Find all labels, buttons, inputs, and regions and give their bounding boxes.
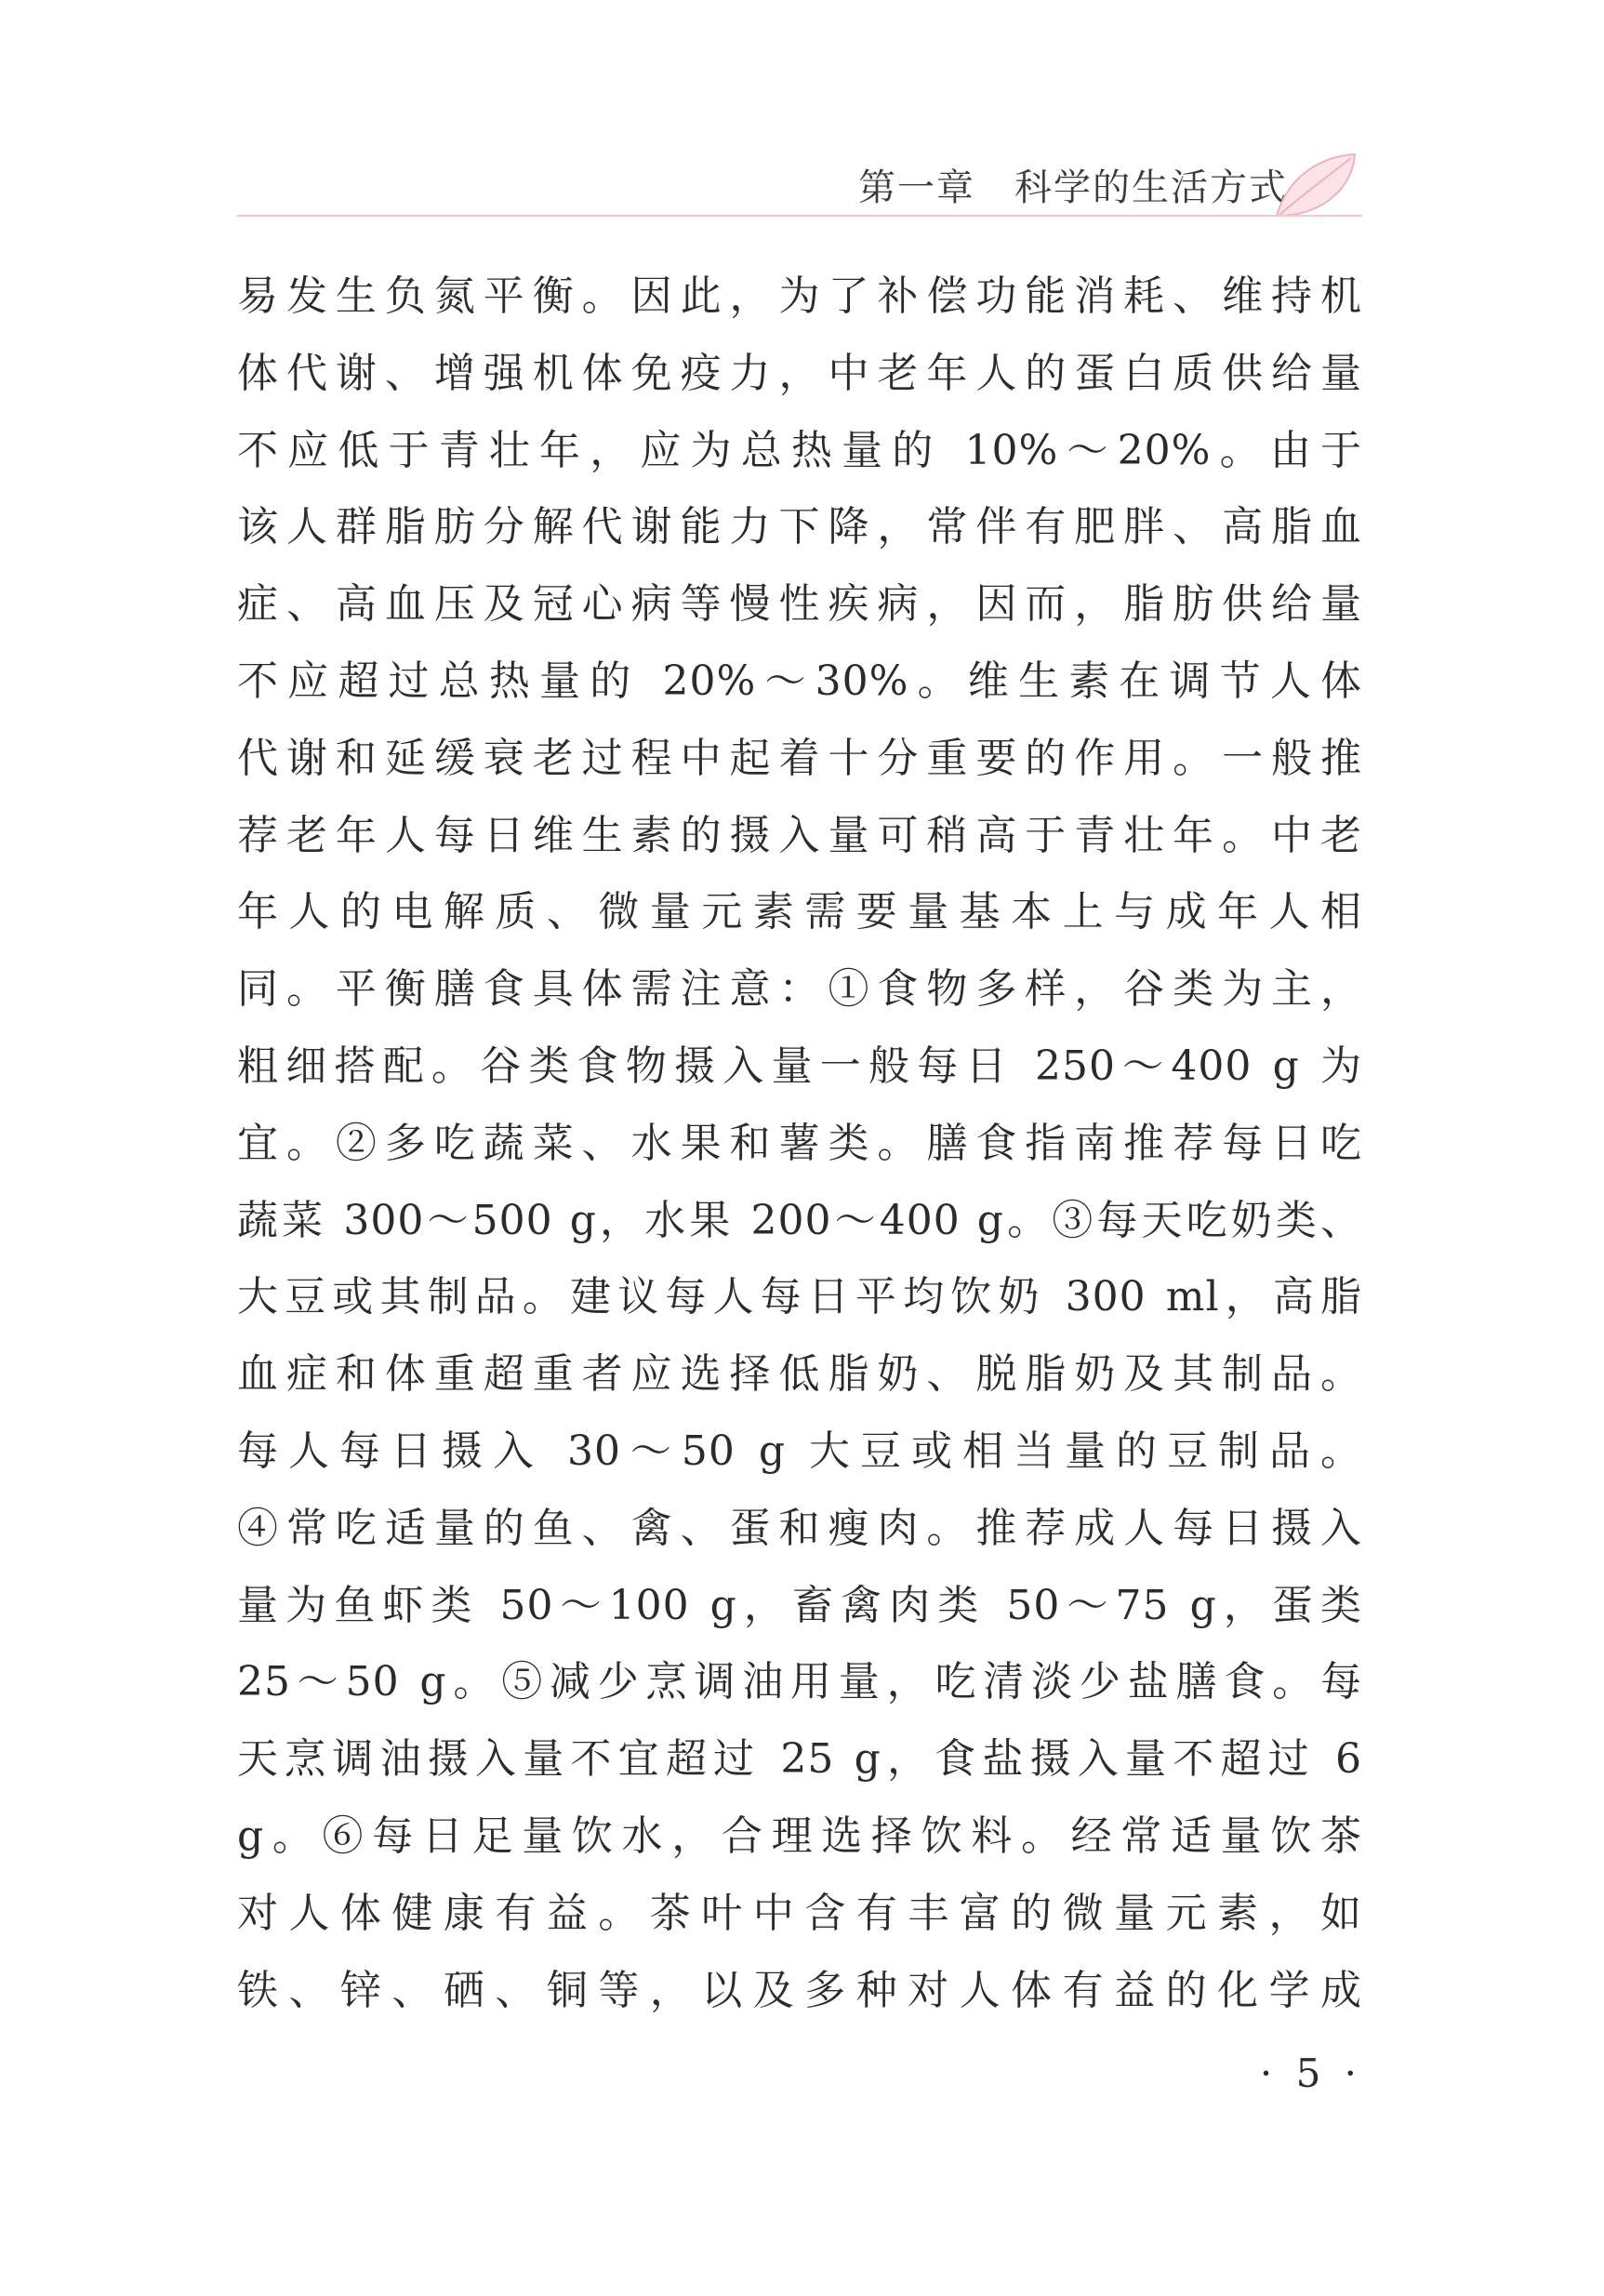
- text-line: 年人的电解质、微量元素需要量基本上与成年人相: [237, 888, 1362, 936]
- text-line: 同。平衡膳食具体需注意：①食物多样，谷类为主，: [237, 965, 1362, 1014]
- text-line: 体代谢、增强机体免疫力，中老年人的蛋白质供给量: [237, 349, 1362, 397]
- text-line: 天烹调油摄入量不宜超过 25 g，食盐摄入量不超过 6: [237, 1735, 1362, 1784]
- text-line: 不应超过总热量的 20%～30%。维生素在调节人体: [237, 657, 1362, 705]
- text-line: 量为鱼虾类 50～100 g，畜禽肉类 50～75 g，蛋类: [237, 1581, 1362, 1629]
- text-line: 大豆或其制品。建议每人每日平均饮奶 300 ml，高脂: [237, 1273, 1362, 1321]
- text-line: 蔬菜 300～500 g，水果 200～400 g。③每天吃奶类、: [237, 1196, 1362, 1244]
- text-line: 血症和体重超重者应选择低脂奶、脱脂奶及其制品。: [237, 1350, 1362, 1399]
- text-line: 易发生负氮平衡。因此，为了补偿功能消耗、维持机: [237, 272, 1362, 320]
- text-line: 宜。②多吃蔬菜、水果和薯类。膳食指南推荐每日吃: [237, 1119, 1362, 1167]
- running-header: [237, 149, 1362, 223]
- body-text: [237, 259, 1362, 2029]
- chapter-title: 第一章 科学的生活方式: [858, 166, 1288, 209]
- header-rule: [237, 215, 1362, 217]
- text-line: 该人群脂肪分解代谢能力下降，常伴有肥胖、高脂血: [237, 503, 1362, 551]
- text-line: 荐老年人每日维生素的摄入量可稍高于青壮年。中老: [237, 811, 1362, 859]
- text-line: 对人体健康有益。茶叶中含有丰富的微量元素，如: [237, 1889, 1362, 1937]
- page-number: · 5 ·: [1259, 2050, 1362, 2096]
- text-line: 不应低于青壮年，应为总热量的 10%～20%。由于: [237, 426, 1362, 474]
- text-line: 代谢和延缓衰老过程中起着十分重要的作用。一般推: [237, 734, 1362, 782]
- text-line: 25～50 g。⑤减少烹调油用量，吃清淡少盐膳食。每: [237, 1658, 1362, 1706]
- text-line: 每人每日摄入 30～50 g 大豆或相当量的豆制品。: [237, 1427, 1362, 1475]
- text-line: 粗细搭配。谷类食物摄入量一般每日 250～400 g 为: [237, 1042, 1362, 1090]
- text-line: g。⑥每日足量饮水，合理选择饮料。经常适量饮茶: [237, 1812, 1362, 1860]
- leaf-icon: [1269, 149, 1362, 223]
- text-line: 铁、锌、硒、铜等，以及多种对人体有益的化学成: [237, 1966, 1362, 2014]
- text-line: ④常吃适量的鱼、禽、蛋和瘦肉。推荐成人每日摄入: [237, 1504, 1362, 1552]
- text-line: 症、高血压及冠心病等慢性疾病，因而，脂肪供给量: [237, 580, 1362, 629]
